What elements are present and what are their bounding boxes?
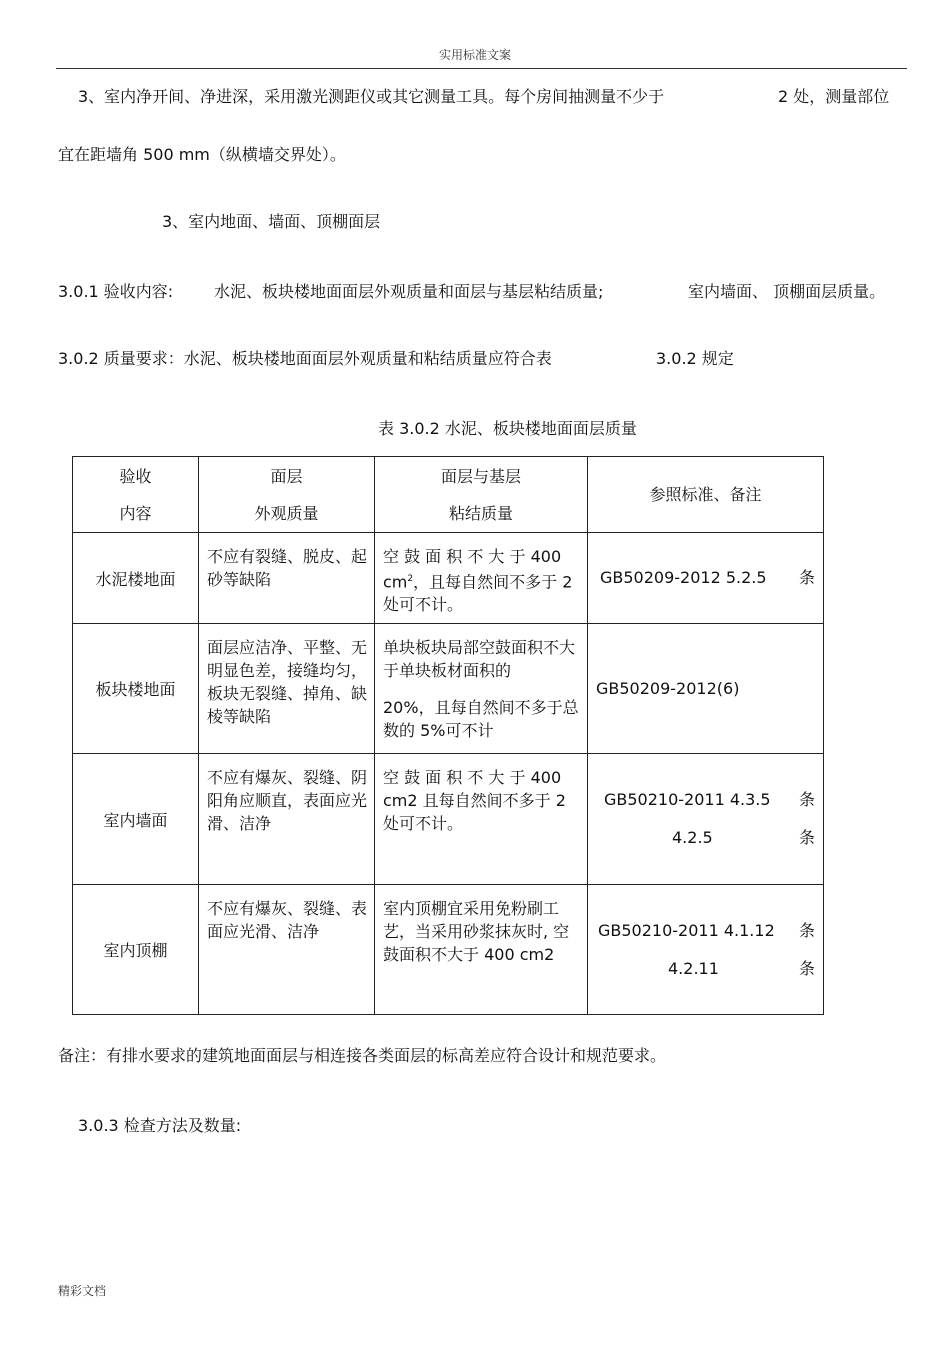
clause-3-0-3: 3.0.3 检查方法及数量: <box>78 1116 242 1135</box>
row-bond-text-tail: 20%，且每自然间不多于总数的 5%可不计 <box>383 698 579 740</box>
header-col1-line1: 验收 <box>119 466 152 486</box>
row-reference <box>588 754 824 885</box>
header-col2-line1: 面层 <box>270 466 303 486</box>
header-col1-line2: 内容 <box>119 503 152 523</box>
paragraph-measure-line1: 3、室内净开间、净进深，采用激光测距仪或其它测量工具。每个房间抽测量不少于 <box>78 87 665 106</box>
clause-3-0-1-body: 水泥、板块楼地面面层外观质量和面层与基层粘结质量; <box>214 282 604 301</box>
table-row <box>73 533 824 624</box>
row-reference <box>588 533 824 624</box>
row-ref-tail: 条 <box>798 790 815 809</box>
header-cell-appearance <box>199 457 375 533</box>
clause-3-0-1-label: 3.0.1 验收内容: <box>58 282 174 301</box>
row-appearance: 不应有爆灰、裂缝、阴阳角应顺直，表面应光滑、洁净 <box>199 754 375 885</box>
row-name: 室内顶棚 <box>73 885 199 1015</box>
header-cell-reference: 参照标准、备注 <box>588 457 824 533</box>
row-ref-tail: 条 <box>798 568 815 587</box>
row-bond-text-tail: ，且每自然间不多于 2 处可不计。 <box>383 572 573 615</box>
header-col3-line2: 粘结质量 <box>448 503 513 523</box>
table-row <box>73 885 824 1015</box>
header-divider <box>56 68 907 69</box>
clause-3-0-1-tail: 室内墙面、 顶棚面层质量。 <box>688 282 886 301</box>
clause-3-0-2-tail: 3.0.2 规定 <box>656 349 734 368</box>
header-col3-line1: 面层与基层 <box>440 466 521 486</box>
row-name: 板块楼地面 <box>73 624 199 754</box>
row-ref-code: GB50210-2011 4.3.5 <box>604 790 771 809</box>
paragraph-measure-line1-tail: 2 处，测量部位 <box>778 87 890 106</box>
header-cell-content <box>73 457 199 533</box>
row-reference <box>588 624 824 754</box>
row-ref-code-2: 4.2.11 <box>668 958 719 978</box>
row-appearance: 不应有爆灰、裂缝、表面应光滑、洁净 <box>199 885 375 1015</box>
row-name: 水泥楼地面 <box>73 533 199 624</box>
row-bond <box>375 624 588 754</box>
page-header-title: 实用标准文案 <box>438 48 511 62</box>
clause-3-0-2-body: 3.0.2 质量要求：水泥、板块楼地面面层外观质量和粘结质量应符合表 <box>58 349 552 368</box>
table-header-row <box>73 457 824 533</box>
row-ref-code-2: 4.2.5 <box>672 828 713 847</box>
row-name: 室内墙面 <box>73 754 199 885</box>
row-bond-text: 单块板块局部空鼓面积不大于单块板材面积的 <box>383 638 576 680</box>
table-caption: 表 3.0.2 水泥、板块楼地面面层质量 <box>378 419 637 438</box>
section-heading-3: 3、室内地面、墙面、顶棚面层 <box>162 212 381 231</box>
row-appearance: 面层应洁净、平整、无明显色差，接缝均匀，板块无裂缝、掉角、缺棱等缺陷 <box>199 624 375 754</box>
quality-table <box>72 456 824 1015</box>
header-cell-bond <box>375 457 588 533</box>
row-reference <box>588 885 824 1015</box>
row-ref-tail-2: 条 <box>798 828 815 847</box>
row-ref-tail-2: 条 <box>798 958 815 978</box>
row-ref-tail: 条 <box>798 920 815 940</box>
row-ref-code: GB50209-2012(6) <box>596 679 740 698</box>
header-col2-line2: 外观质量 <box>254 503 319 523</box>
paragraph-measure-line2: 宜在距墙角 500 mm（纵横墙交界处）。 <box>58 145 346 164</box>
row-bond: 室内顶棚宜采用免粉刷工艺，当采用砂浆抹灰时, 空鼓面积不大于 400 cm2 <box>375 885 588 1015</box>
row-bond: 空 鼓 面 积 不 大 于 400 cm2 且每自然间不多于 2 处可不计。 <box>375 754 588 885</box>
row-bond-superscript: 2 <box>407 574 414 584</box>
table-row <box>73 624 824 754</box>
row-bond <box>375 533 588 624</box>
row-ref-code: GB50210-2011 4.1.12 <box>598 920 775 940</box>
row-bond-text: 空 鼓 面 积 不 大 于 400 cm <box>383 547 562 592</box>
row-appearance: 不应有裂缝、脱皮、起砂等缺陷 <box>199 533 375 624</box>
table-row <box>73 754 824 885</box>
row-ref-code: GB50209-2012 5.2.5 <box>600 568 767 587</box>
page-footer-text: 精彩文档 <box>58 1284 107 1298</box>
table-note: 备注：有排水要求的建筑地面面层与相连接各类面层的标高差应符合设计和规范要求。 <box>58 1046 667 1065</box>
